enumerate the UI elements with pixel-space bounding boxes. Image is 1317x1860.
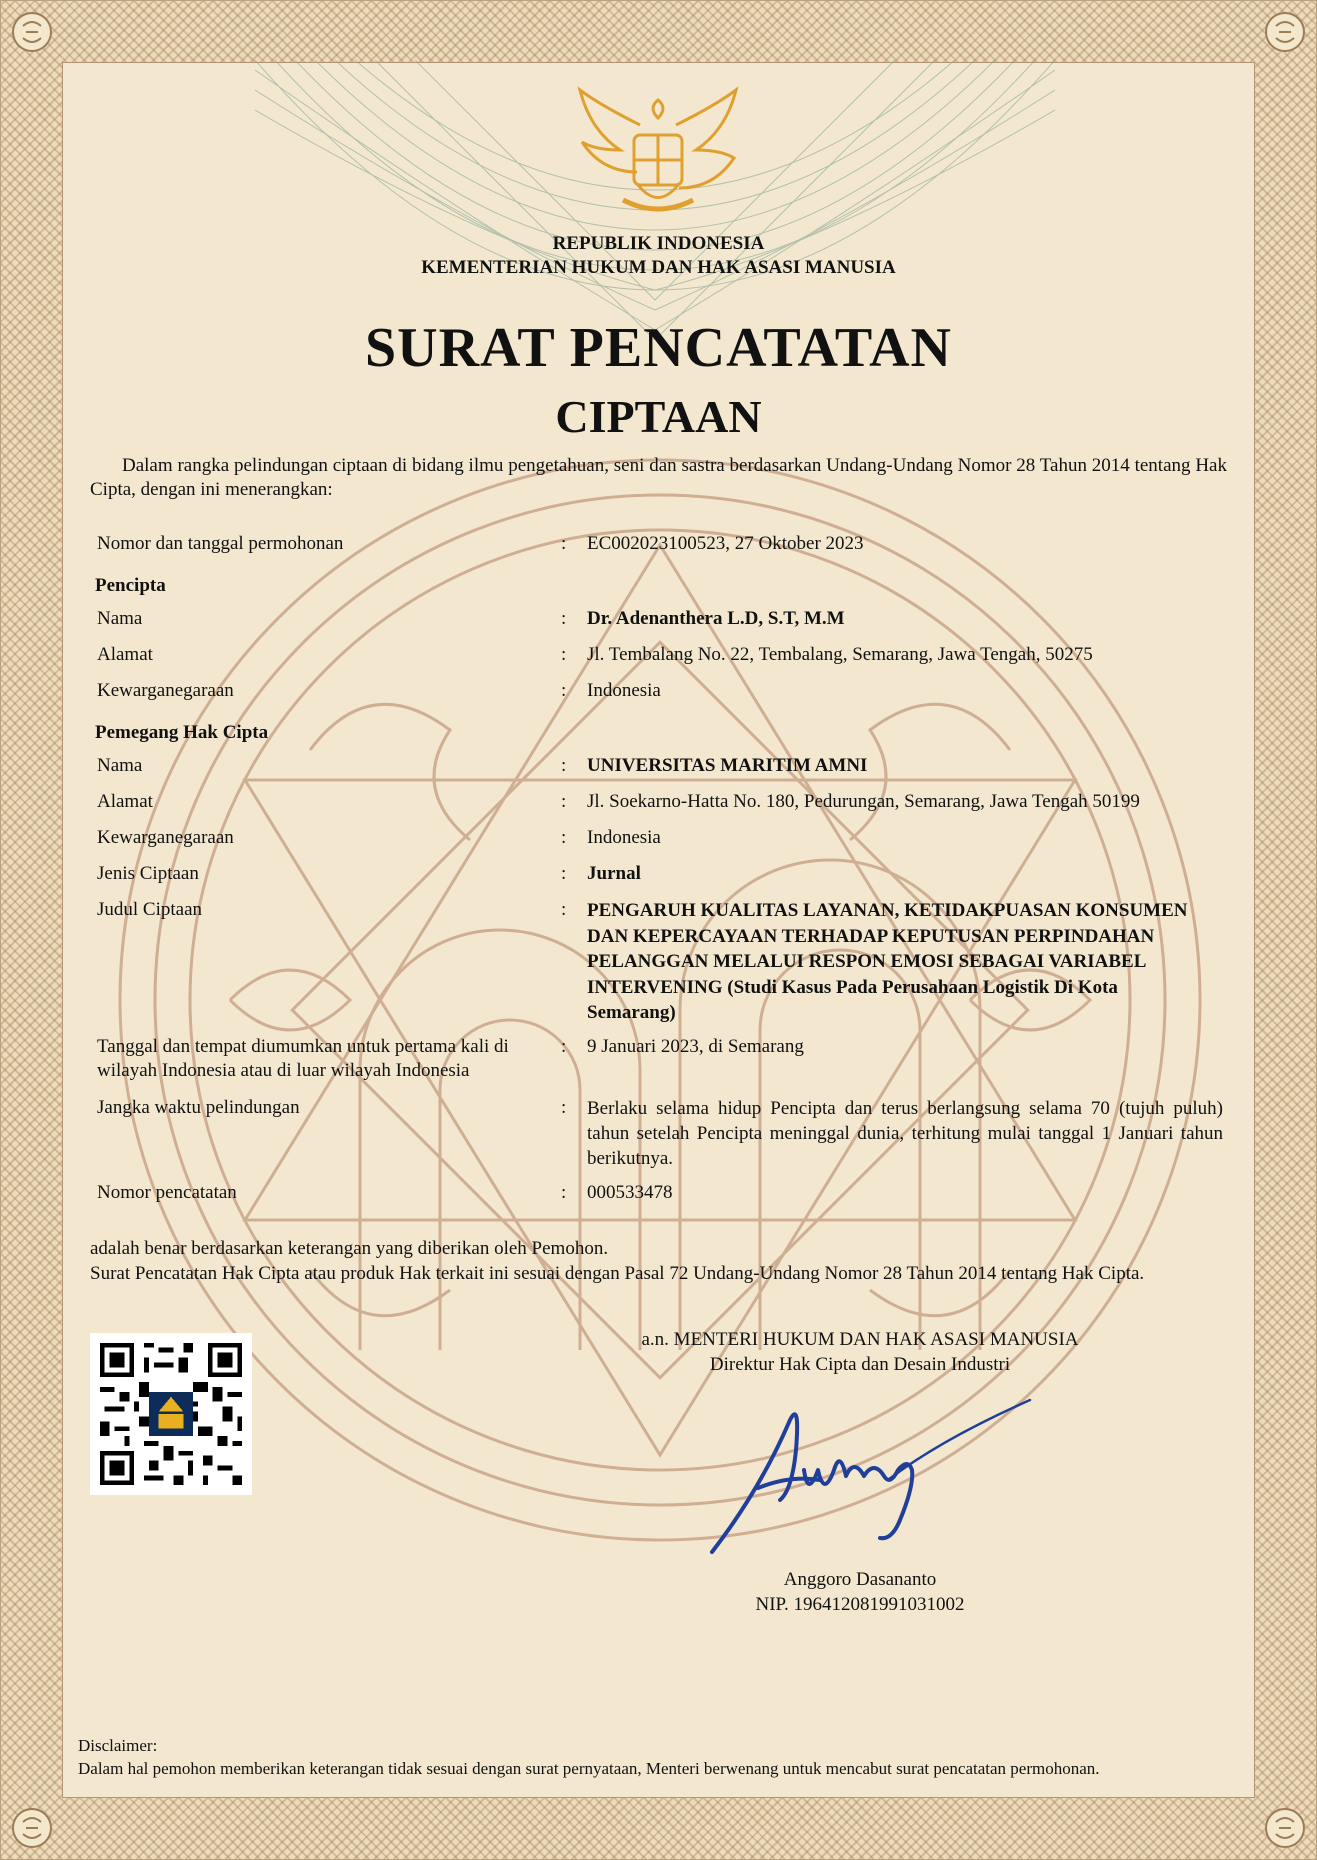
colon: : [561, 680, 567, 701]
creator-name-label: Nama [97, 608, 143, 629]
signatory-position: Direktur Hak Cipta dan Desain Industri [709, 1354, 1011, 1375]
creator-section-heading: Pencipta [95, 575, 166, 596]
colon: : [561, 533, 567, 554]
holder-section-heading: Pemegang Hak Cipta [95, 722, 269, 743]
creator-citizenship-value: Indonesia [587, 680, 661, 701]
work-type-value: Jurnal [587, 863, 641, 884]
work-title-value: PENGARUH KUALITAS LAYANAN, KETIDAKPUASAN KONSUMEN DAN KEPERCAYAAN TERHADAP KEPUTUSAN PERPINDAHAN PELANGGAN MELALUI RESPON EMOSI SEBAGAI VARIABEL INTERVENING (Studi Kasus Pada Perusahaan Logistik Di Kota Semarang) [587, 900, 1188, 1023]
closing-statement [90, 1236, 1227, 1286]
garuda-emblem [568, 80, 748, 230]
holder-name-label: Nama [97, 755, 143, 776]
colon: : [561, 644, 567, 665]
ministry-heading: KEMENTERIAN HUKUM DAN HAK ASASI MANUSIA [421, 257, 896, 278]
creator-name-value: Dr. Adenanthera L.D, S.T, M.M [587, 608, 845, 629]
closing-line-1: adalah benar berdasarkan keterangan yang diberikan oleh Pemohon. [90, 1238, 609, 1259]
application-value: EC002023100523, 27 Oktober 2023 [587, 533, 864, 554]
signatory-name: Anggoro Dasananto [783, 1569, 937, 1590]
application-label: Nomor dan tanggal permohonan [97, 533, 344, 554]
holder-citizenship-label: Kewarganegaraan [97, 827, 234, 848]
document-subtitle: CIPTAAN [555, 391, 762, 442]
creator-citizenship-label: Kewarganegaraan [97, 680, 234, 701]
work-published-value: 9 Januari 2023, di Semarang [587, 1036, 804, 1057]
corner-ornament-top-left [10, 10, 54, 54]
colon: : [561, 791, 567, 812]
colon: : [561, 827, 567, 848]
republic-heading: REPUBLIK INDONESIA [552, 233, 765, 254]
work-term-value: Berlaku selama hidup Pencipta dan terus berlangsung selama 70 (tujuh puluh) tahun setelah Pencipta meninggal dunia, terhitung mulai tanggal 1 Januari tahun berikutnya. [587, 1098, 1223, 1169]
signatory-heading [620, 1327, 1100, 1377]
record-number-label: Nomor pencatatan [97, 1182, 237, 1203]
corner-ornament-bottom-right [1263, 1806, 1307, 1850]
holder-citizenship-value: Indonesia [587, 827, 661, 848]
disclaimer-text: Dalam hal pemohon memberikan keterangan tidak sesuai dengan surat pernyataan, Menteri berwenang untuk mencabut surat pencatatan permohonan. [78, 1759, 1100, 1778]
holder-address-label: Alamat [97, 791, 153, 812]
colon: : [561, 863, 567, 884]
closing-line-2: Surat Pencatatan Hak Cipta atau produk Hak terkait ini sesuai dengan Pasal 72 Undang-Undang Nomor 28 Tahun 2014 tentang Hak Cipta. [90, 1263, 1145, 1284]
work-term-label: Jangka waktu pelindungan [97, 1097, 300, 1118]
signatory-nip: NIP. 196412081991031002 [755, 1594, 965, 1615]
holder-address-value: Jl. Soekarno-Hatta No. 180, Pedurungan, Semarang, Jawa Tengah 50199 [587, 791, 1140, 812]
creator-address-label: Alamat [97, 644, 153, 665]
record-number-value: 000533478 [587, 1182, 673, 1203]
disclaimer [78, 1734, 1248, 1780]
colon: : [561, 1182, 567, 1203]
verification-qr-code[interactable] [90, 1333, 252, 1495]
handwritten-signature [700, 1380, 1040, 1560]
intro-paragraph: Dalam rangka pelindungan ciptaan di bidang ilmu pengetahuan, seni dan sastra berdasarkan Undang-Undang Nomor 28 Tahun 2014 tentang Hak Cipta, dengan ini menerangkan: [90, 455, 1227, 500]
on-behalf-text: a.n. MENTERI HUKUM DAN HAK ASASI MANUSIA [641, 1329, 1079, 1350]
header-block [0, 232, 1317, 280]
corner-ornament-bottom-left [10, 1806, 54, 1850]
colon: : [561, 608, 567, 629]
creator-address-value: Jl. Tembalang No. 22, Tembalang, Semarang, Jawa Tengah, 50275 [587, 644, 1093, 665]
colon: : [561, 899, 567, 920]
colon: : [561, 1097, 567, 1118]
work-published-label: Tanggal dan tempat diumumkan untuk pertama kali di wilayah Indonesia atau di luar wilayah Indonesia [97, 1036, 509, 1081]
colon: : [561, 1036, 567, 1057]
work-title-label: Judul Ciptaan [97, 899, 203, 920]
disclaimer-label: Disclaimer: [78, 1736, 158, 1755]
colon: : [561, 755, 567, 776]
holder-name-value: UNIVERSITAS MARITIM AMNI [587, 755, 868, 776]
corner-ornament-top-right [1263, 10, 1307, 54]
work-type-label: Jenis Ciptaan [97, 863, 199, 884]
qr-code-icon [90, 1333, 252, 1495]
document-title: SURAT PENCATATAN [365, 317, 952, 379]
signatory-identity [620, 1567, 1100, 1617]
